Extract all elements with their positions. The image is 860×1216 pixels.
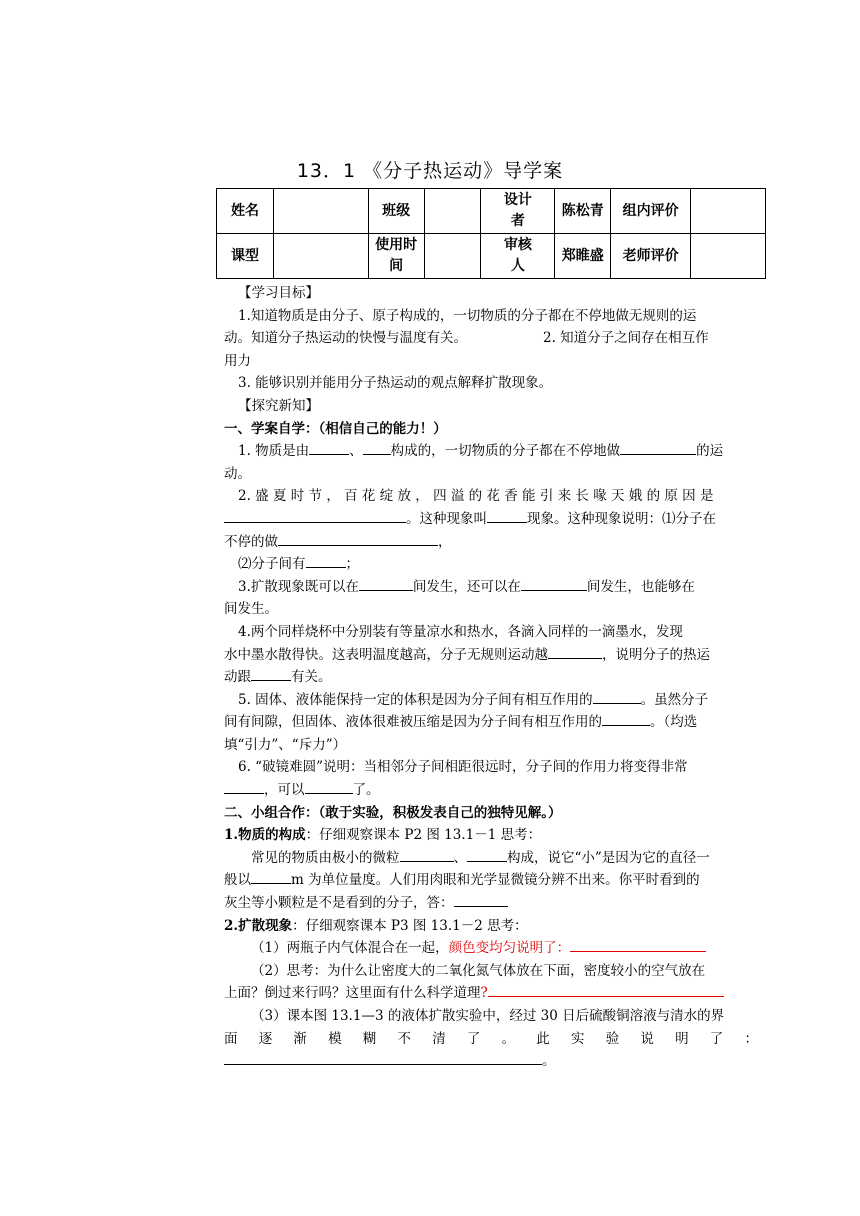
blank[interactable] xyxy=(454,892,508,907)
question-3-end: 间发生。 xyxy=(224,601,278,618)
group-eval-label: 组内评价 xyxy=(611,189,691,234)
type-value[interactable] xyxy=(273,234,368,279)
part-2-q1: （1）两瓶子内气体混合在一起，颜色变均匀说明了： xyxy=(224,937,758,960)
objective-1-2: 动。知道分子热运动的快慢与温度有关。 2. 知道分子之间存在相互作 xyxy=(224,330,709,347)
blank[interactable] xyxy=(224,508,406,523)
part-1-line2: 般以 m 为单位量度。人们用肉眼和光学显微镜分辨不出来。你平时看到的 xyxy=(224,869,758,892)
question-5-line3: 填“引力”、“斥力”） xyxy=(224,736,347,753)
question-4-line3: 动跟 有关。 xyxy=(224,666,758,689)
name-label: 姓名 xyxy=(217,189,274,234)
page-title: 13．1 《分子热运动》导学案 xyxy=(296,160,564,182)
question-6-line2: ，可以 了。 xyxy=(224,779,758,802)
blank[interactable] xyxy=(309,440,349,455)
question-1-end: 动。 xyxy=(224,465,251,482)
question-4-line2: 水中墨水散得快。这表明温度越高，分子无规则运动越 ，说明分子的热运 xyxy=(224,644,758,667)
blank[interactable] xyxy=(251,666,291,681)
part-2-q2: （2）思考：为什么让密度大的二氧化氮气体放在下面，密度较小的空气放在 xyxy=(251,962,706,979)
blank[interactable] xyxy=(487,508,527,523)
question-3: 3.扩散现象既可以在 间发生，还可以在 间发生，也能够在 xyxy=(224,576,758,599)
blank[interactable] xyxy=(400,847,454,862)
part-1-heading: 1.物质的构成：仔细观察课本 P2 图 13.1－1 思考： xyxy=(224,827,542,844)
question-5: 5. 固体、液体能保持一定的体积是因为分子间有相互作用的 。虽然分子 xyxy=(224,689,758,712)
section-1-heading: 一、学案自学：（相信自己的能力！） xyxy=(224,420,447,437)
question-1: 1. 物质是由 、 构成的，一切物质的分子都在不停地做 的运 xyxy=(224,440,758,463)
question-2: 2. 盛 夏 时 节 ， 百 花 绽 放 ， 四 溢 的 花 香 能 引 来 长 喙 天 娥 的 原 因 是 xyxy=(238,488,714,505)
objective-2-end: 用力 xyxy=(224,352,251,369)
explore-heading: 【探究新知】 xyxy=(238,397,319,414)
info-row xyxy=(217,234,766,279)
reviewer-label: 审核 人 xyxy=(481,234,555,279)
blank[interactable] xyxy=(306,553,346,568)
blank[interactable] xyxy=(224,1050,542,1065)
blank[interactable] xyxy=(224,779,264,794)
part-2-q2-line2: 上面？倒过来行吗？这里面有什么科学道理? xyxy=(224,982,758,1005)
info-row xyxy=(217,189,766,234)
blank[interactable] xyxy=(548,644,602,659)
objective-1: 1.知道物质是由分子、原子构成的，一切物质的分子都在不停地做无规则的运 xyxy=(238,307,697,324)
type-label: 课型 xyxy=(217,234,274,279)
part-2-heading: 2.扩散现象：仔细观察课本 P3 图 13.1－2 思考： xyxy=(224,917,528,934)
class-label: 班级 xyxy=(368,189,424,234)
question-5-line2: 间有间隙，但固体、液体很难被压缩是因为分子间有相互作用的 。（均选 xyxy=(224,711,758,734)
reviewer-value: 郑睢盛 xyxy=(555,234,611,279)
blank[interactable] xyxy=(620,440,696,455)
group-eval-value[interactable] xyxy=(691,189,766,234)
designer-value: 陈松青 xyxy=(555,189,611,234)
info-table xyxy=(216,188,766,279)
time-value[interactable] xyxy=(424,234,481,279)
part-2-q3-line2: 面 逐 渐 模 糊 不 清 了 。 此 实 验 说 明 了 ： xyxy=(224,1030,758,1047)
blank[interactable] xyxy=(278,531,438,546)
blank[interactable] xyxy=(251,869,291,884)
objectives-heading: 【学习目标】 xyxy=(238,285,319,301)
blank[interactable] xyxy=(359,576,413,591)
blank[interactable] xyxy=(521,576,587,591)
part-2-q3: （3）课本图 13.1—3 的液体扩散实验中，经过 30 日后硫酸铜溶液与清水的界 xyxy=(251,1008,725,1024)
class-value[interactable] xyxy=(424,189,481,234)
blank[interactable] xyxy=(363,440,391,455)
blank[interactable] xyxy=(602,711,650,726)
part-1-line1: 常见的物质由极小的微粒 、 构成，说它“小”是因为它的直径一 xyxy=(224,847,758,870)
blank[interactable] xyxy=(570,937,706,952)
blank[interactable] xyxy=(488,982,724,997)
content xyxy=(224,282,758,1073)
question-4: 4.两个同样烧杯中分别装有等量凉水和热水，各滴入同样的一滴墨水，发现 xyxy=(238,623,683,640)
teacher-eval-value[interactable] xyxy=(691,234,766,279)
designer-label: 设计 者 xyxy=(481,189,555,234)
blank[interactable] xyxy=(593,689,641,704)
name-value[interactable] xyxy=(273,189,368,234)
blank[interactable] xyxy=(305,779,353,794)
objective-3: 3. 能够识别并能用分子热运动的观点解释扩散现象。 xyxy=(238,375,553,392)
question-2-line3: 不停的做 ， xyxy=(224,531,758,554)
section-2-heading: 二、小组合作：（敢于实验，积极发表自己的独特见解。） xyxy=(224,804,562,821)
question-6: 6. “破镜难圆”说明：当相邻分子间相距很远时，分子间的作用力将变得非常 xyxy=(238,759,688,776)
part-1-line3: 灰尘等小颗粒是不是看到的分子，答： xyxy=(224,892,758,915)
part-2-q3-line3: 。 xyxy=(224,1050,758,1073)
question-2-line2: 。这种现象叫 现象。这种现象说明：⑴分子在 xyxy=(224,508,758,531)
blank[interactable] xyxy=(467,847,507,862)
teacher-eval-label: 老师评价 xyxy=(611,234,691,279)
time-label: 使用时 间 xyxy=(368,234,424,279)
question-2-line4: ⑵分子间有 ； xyxy=(224,553,758,576)
